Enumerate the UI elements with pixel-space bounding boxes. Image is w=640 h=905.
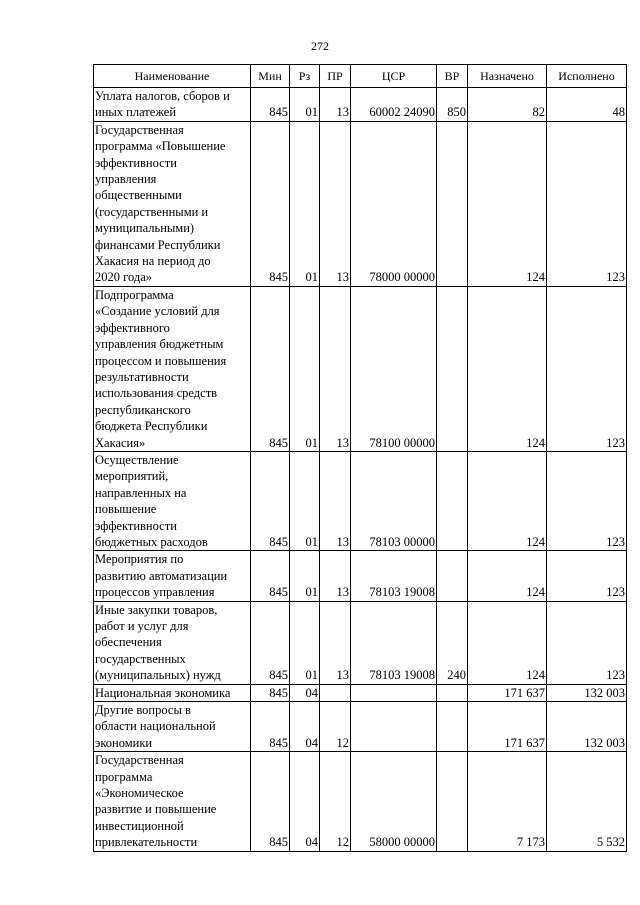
row-name: Национальная экономика xyxy=(94,684,251,701)
row-min: 845 xyxy=(251,451,290,550)
row-csr: 78000 00000 xyxy=(351,121,437,286)
row-assigned: 124 xyxy=(468,451,547,550)
row-csr: 60002 24090 xyxy=(351,88,437,122)
row-executed: 123 xyxy=(547,551,627,601)
row-csr: 78103 19008 xyxy=(351,551,437,601)
row-csr: 58000 00000 xyxy=(351,752,437,851)
row-executed: 123 xyxy=(547,121,627,286)
table-row xyxy=(94,684,627,701)
page-number: 272 xyxy=(311,39,329,53)
row-name: Осуществление мероприятий, направленных на повышение эффективности бюджетных расходов xyxy=(94,451,251,550)
row-name: Мероприятия по развитию автоматизации процессов управления xyxy=(94,551,251,601)
header-rz: Рз xyxy=(290,65,320,88)
row-assigned: 124 xyxy=(468,121,547,286)
row-assigned: 171 637 xyxy=(468,702,547,752)
row-min: 845 xyxy=(251,88,290,122)
row-min: 845 xyxy=(251,601,290,684)
table-row xyxy=(94,286,627,451)
header-csr: ЦСР xyxy=(351,65,437,88)
row-executed: 48 xyxy=(547,88,627,122)
row-assigned: 124 xyxy=(468,601,547,684)
row-vr: 240 xyxy=(437,601,468,684)
table-row xyxy=(94,121,627,286)
row-min: 845 xyxy=(251,121,290,286)
row-csr xyxy=(351,684,437,701)
row-csr: 78103 19008 xyxy=(351,601,437,684)
row-min: 845 xyxy=(251,551,290,601)
row-executed: 123 xyxy=(547,286,627,451)
row-csr: 78103 00000 xyxy=(351,451,437,550)
row-csr: 78100 00000 xyxy=(351,286,437,451)
row-csr xyxy=(351,702,437,752)
row-vr xyxy=(437,451,468,550)
row-assigned: 82 xyxy=(468,88,547,122)
row-rz: 01 xyxy=(290,286,320,451)
row-name: Государственная программа «Повышение эффективности управления общественными (государственными и муниципальными) финансами Республики Хакасия на период до 2020 года» xyxy=(94,121,251,286)
row-rz: 04 xyxy=(290,752,320,851)
row-min: 845 xyxy=(251,702,290,752)
header-pr: ПР xyxy=(320,65,351,88)
row-vr xyxy=(437,286,468,451)
row-assigned: 171 637 xyxy=(468,684,547,701)
row-vr: 850 xyxy=(437,88,468,122)
header-executed: Исполнено xyxy=(547,65,627,88)
row-assigned: 124 xyxy=(468,286,547,451)
header-name: Наименование xyxy=(94,65,251,88)
row-executed: 123 xyxy=(547,601,627,684)
row-rz: 01 xyxy=(290,551,320,601)
row-rz: 04 xyxy=(290,684,320,701)
row-assigned: 124 xyxy=(468,551,547,601)
row-pr: 13 xyxy=(320,601,351,684)
row-pr xyxy=(320,684,351,701)
row-name: Подпрограмма «Создание условий для эффективного управления бюджетным процессом и повышения результативности использования средств республиканского бюджета Республики Хакасия» xyxy=(94,286,251,451)
row-pr: 13 xyxy=(320,451,351,550)
row-executed: 5 532 xyxy=(547,752,627,851)
header-assigned: Назначено xyxy=(468,65,547,88)
row-executed: 132 003 xyxy=(547,684,627,701)
table-row xyxy=(94,752,627,851)
table-header-row xyxy=(94,65,627,88)
row-pr: 13 xyxy=(320,88,351,122)
header-vr: ВР xyxy=(437,65,468,88)
table-row xyxy=(94,702,627,752)
row-min: 845 xyxy=(251,286,290,451)
row-rz: 01 xyxy=(290,451,320,550)
table-row xyxy=(94,88,627,122)
row-name: Иные закупки товаров, работ и услуг для обеспечения государственных (муниципальных) нужд xyxy=(94,601,251,684)
table-row xyxy=(94,451,627,550)
row-rz: 04 xyxy=(290,702,320,752)
row-vr xyxy=(437,752,468,851)
row-pr: 13 xyxy=(320,286,351,451)
row-min: 845 xyxy=(251,684,290,701)
header-min: Мин xyxy=(251,65,290,88)
budget-table xyxy=(93,64,627,852)
row-pr: 13 xyxy=(320,121,351,286)
table-row xyxy=(94,601,627,684)
row-vr xyxy=(437,551,468,601)
row-vr xyxy=(437,684,468,701)
row-executed: 132 003 xyxy=(547,702,627,752)
row-rz: 01 xyxy=(290,601,320,684)
row-pr: 12 xyxy=(320,752,351,851)
row-rz: 01 xyxy=(290,88,320,122)
row-assigned: 7 173 xyxy=(468,752,547,851)
table-row xyxy=(94,551,627,601)
row-rz: 01 xyxy=(290,121,320,286)
row-name: Уплата налогов, сборов и иных платежей xyxy=(94,88,251,122)
row-min: 845 xyxy=(251,752,290,851)
row-name: Государственная программа «Экономическое развитие и повышение инвестиционной привлекательности xyxy=(94,752,251,851)
row-executed: 123 xyxy=(547,451,627,550)
row-vr xyxy=(437,702,468,752)
row-pr: 12 xyxy=(320,702,351,752)
row-name: Другие вопросы в области национальной экономики xyxy=(94,702,251,752)
row-pr: 13 xyxy=(320,551,351,601)
row-vr xyxy=(437,121,468,286)
